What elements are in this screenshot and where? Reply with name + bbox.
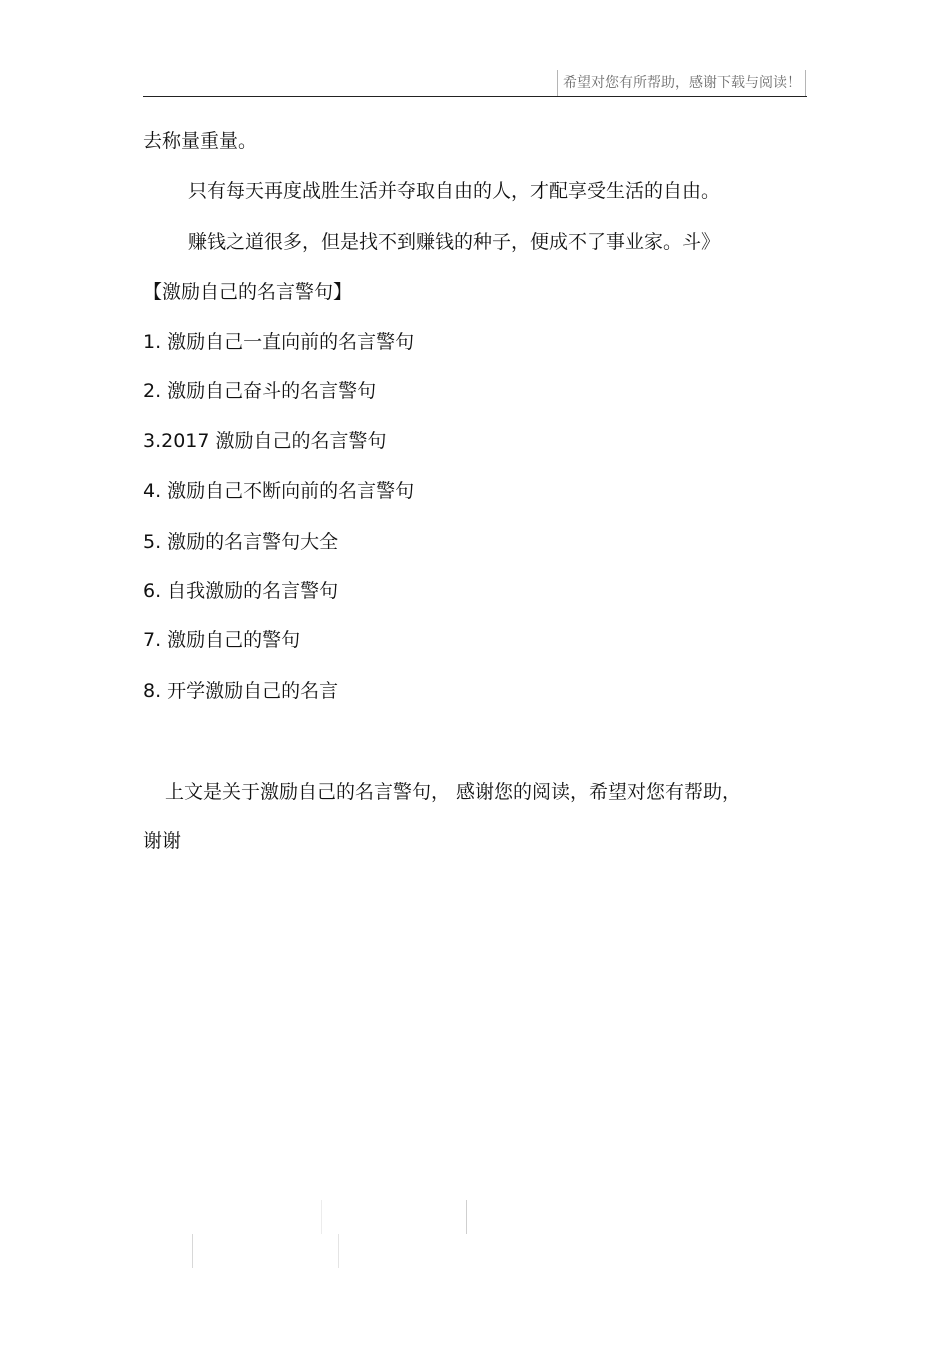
- list-item: 2. 激励自己奋斗的名言警句: [143, 380, 377, 402]
- header-rule: [143, 96, 807, 97]
- list-item: 8. 开学激励自己的名言: [143, 680, 339, 702]
- list-item: 4. 激励自己不断向前的名言警句: [143, 480, 415, 502]
- decorative-divider: [466, 1200, 467, 1234]
- body-text-continuation: 去称量重量。: [143, 130, 258, 152]
- header-note: 希望对您有所帮助，感谢下载与阅读！: [557, 70, 806, 96]
- decorative-divider: [338, 1234, 339, 1268]
- decorative-divider: [321, 1200, 322, 1234]
- list-item: 7. 激励自己的警句: [143, 629, 301, 651]
- quote-paragraph-2: 赚钱之道很多，但是找不到赚钱的种子，便成不了事业家。斗》: [188, 231, 721, 253]
- list-item: 5. 激励的名言警句大全: [143, 531, 339, 553]
- closing-thanks: 谢谢: [143, 830, 182, 852]
- quote-paragraph-1: 只有每天再度战胜生活并夺取自由的人，才配享受生活的自由。: [188, 180, 721, 202]
- section-title: 【激励自己的名言警句】: [143, 281, 353, 303]
- closing-paragraph: 上文是关于激励自己的名言警句， 感谢您的阅读，希望对您有帮助，: [165, 781, 742, 803]
- decorative-divider: [192, 1234, 193, 1268]
- list-item: 1. 激励自己一直向前的名言警句: [143, 331, 415, 353]
- list-item: 6. 自我激励的名言警句: [143, 580, 339, 602]
- list-item: 3.2017 激励自己的名言警句: [143, 430, 387, 452]
